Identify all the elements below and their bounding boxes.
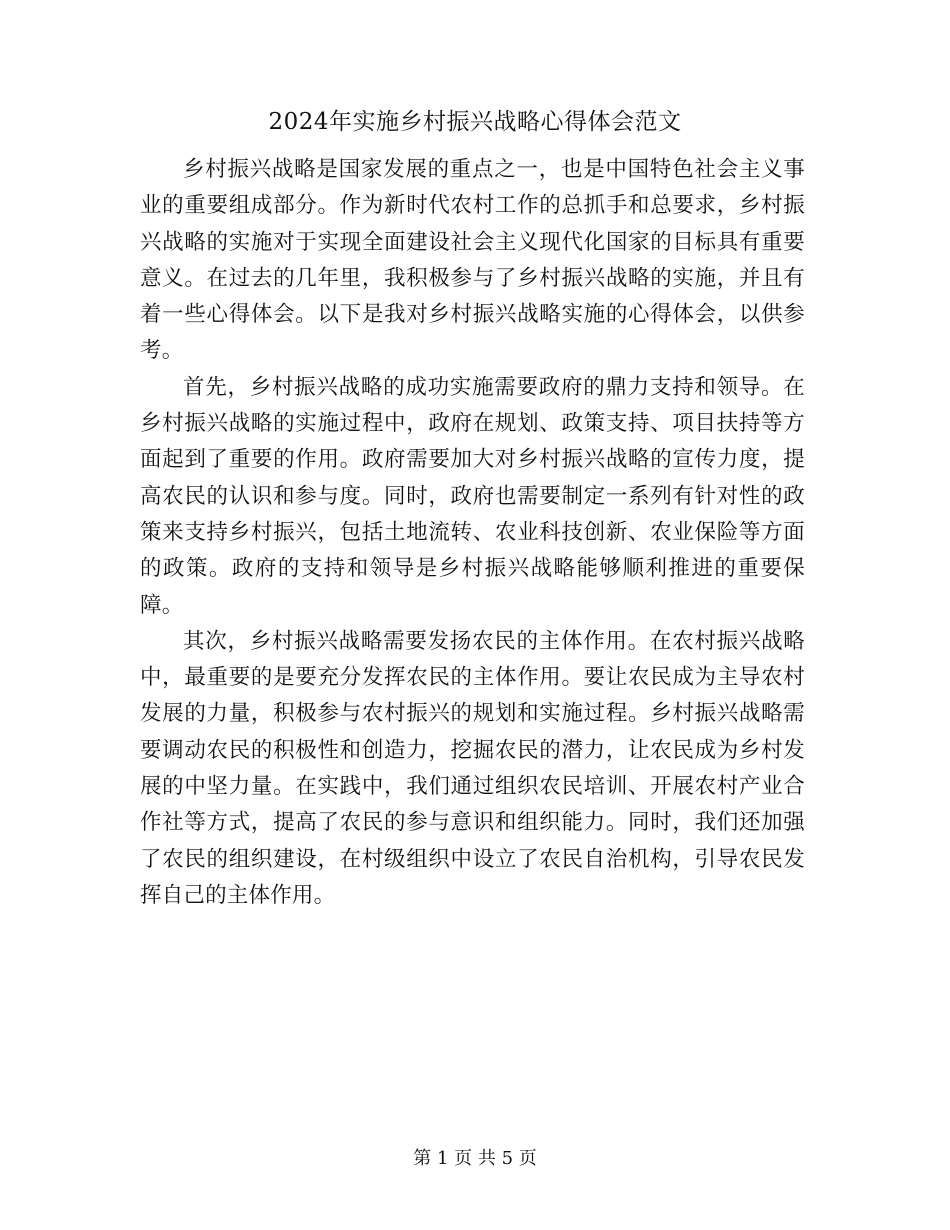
document-body [140, 152, 805, 914]
paragraph-intro: 乡村振兴战略是国家发展的重点之一，也是中国特色社会主义事业的重要组成部分。作为新时代农村工作的总抓手和总要求，乡村振兴战略的实施对于实现全面建设社会主义现代化国家的目标具有重要意义。在过去的几年里，我积极参与了乡村振兴战略的实施，并且有着一些心得体会。以下是我对乡村振兴战略实施的心得体会，以供参考。 [140, 157, 805, 364]
paragraph-government-support: 首先，乡村振兴战略的成功实施需要政府的鼎力支持和领导。在乡村振兴战略的实施过程中，政府在规划、政策支持、项目扶持等方面起到了重要的作用。政府需要加大对乡村振兴战略的宣传力度，提高农民的认识和参与度。同时，政府也需要制定一系列有针对性的政策来支持乡村振兴，包括土地流转、农业科技创新、农业保险等方面的政策。政府的支持和领导是乡村振兴战略能够顺利推进的重要保障。 [140, 374, 805, 618]
paragraph-farmer-role: 其次，乡村振兴战略需要发扬农民的主体作用。在农村振兴战略中，最重要的是要充分发挥农民的主体作用。要让农民成为主导农村发展的力量，积极参与农村振兴的规划和实施过程。乡村振兴战略需要调动农民的积极性和创造力，挖掘农民的潜力，让农民成为乡村发展的中坚力量。在实践中，我们通过组织农民培训、开展农村产业合作社等方式，提高了农民的参与意识和组织能力。同时，我们还加强了农民的组织建设，在村级组织中设立了农民自治机构，引导农民发挥自己的主体作用。 [140, 628, 805, 908]
document-title: 2024年实施乡村振兴战略心得体会范文 [268, 109, 682, 135]
page-number-footer: 第 1 页 共 5 页 [413, 1148, 537, 1169]
